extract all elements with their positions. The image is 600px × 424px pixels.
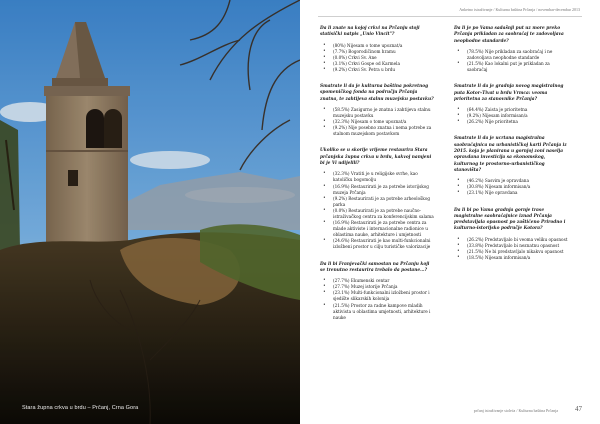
survey-question-block xyxy=(320,262,436,321)
answer-item: • (33.8%) Predstavljalo bi neznatnu opasnost xyxy=(454,243,570,249)
running-footer: prčanj istraživanje stoleća / Kulturna baština Prčanja xyxy=(473,408,558,413)
survey-question-block xyxy=(320,148,436,250)
answer-list xyxy=(454,49,570,73)
answer-item: • (3.1%) Crkvi Gospe od Karmela xyxy=(320,61,436,67)
answer-item: • (78.5%) Nije prikladan za saobraćaj i ne zadovoljava neophodne standarde xyxy=(454,49,570,61)
answer-item: • (58.5%) Zasigurno je znatna i zahtijeva stalnu muzejsku postavku xyxy=(320,107,436,119)
answer-list xyxy=(454,237,570,261)
answer-item: • (16.9%) Restaurirati je za potrebe istorijskog muzeja Prčanja xyxy=(320,184,436,196)
answer-list xyxy=(454,107,570,125)
answer-item: • (18.5%) Nijesam informisan/a xyxy=(454,255,570,261)
text-page xyxy=(300,0,600,424)
answer-item: • (21.5%) Prostor za radne kampove mladih aktivista u oblastima umjetnosti, arhitekture i nauke xyxy=(320,303,436,321)
answer-item: • (32.3%) Nijesam o tome upoznat/a xyxy=(320,119,436,125)
answer-item: • (23.1%) Nije opravdana xyxy=(454,190,570,196)
answer-item: • (27.7%) Muzej istorije Prčanja xyxy=(320,284,436,290)
survey-question: Da li znate na kojoj crkvi na Prčanju stoji statisički natpis „Unio Vincit"? xyxy=(320,26,420,38)
survey-question-block xyxy=(454,26,570,73)
survey-question: Smatrate li da je ucrtana magistralna saobraćajnica na urbanističkoj karti Prčanja iz 2015. koja je planirana u gornjoj zoni naselja opravdana investicija sa ekonomskog, kulturnog te prostorno-urbanističkog stanovišta? xyxy=(454,136,567,173)
survey-question: Da li bi Franjevački samostan na Prčanju koji se trenutno restaurira trebalo da postane...? xyxy=(320,261,430,273)
answer-item: • (21.5%) Kao lokalni put je prikladan za saobraćaj xyxy=(454,61,570,73)
survey-question: Smatrate li da je gradnja novog magistralnog puta Kotor–Tivat u brdu Vrmca: veoma prioritetna za stanovnike Prčanja? xyxy=(454,84,564,102)
survey-question: Ukoliko se u skorije vrijeme restaurira Stara prčanjska župna crkva u brdu, kakvoj namjeni bi je Vi udijelili? xyxy=(320,148,432,167)
answer-item: • (0.0%) Crkvi Sv. Ane xyxy=(320,55,436,61)
answer-item: • (24.6%) Restaurirati je kao multi-funkcionalni izložbeni prostor u cilju turističke valorizacije xyxy=(320,238,436,250)
answer-item: • (23.1%) Multi-funkcionalni izložbeni prostor i sjedište slikarskih kolonija xyxy=(320,290,436,302)
photo-caption: Stara župna crkva u brdu – Prčanj, Crna Gora xyxy=(22,405,139,411)
answer-list xyxy=(454,178,570,196)
survey-question-block xyxy=(320,84,436,137)
answer-item: • (80%) Nijesam o tome upoznat/a xyxy=(320,43,436,49)
answer-item: • (27.7%) Ekumenski centar xyxy=(320,278,436,284)
answer-item: • (26.2%) Predstavljalo bi veoma veliku opasnost xyxy=(454,237,570,243)
survey-question-block xyxy=(454,136,570,196)
answer-item: • (9.2%) Nije posebno znatna i nema potrebe za stalnom muzejskom postavkom xyxy=(320,125,436,137)
survey-question: Da li je po Vama sadašnji put uz more preko Prčanja prikladan za saobraćaj te zadovoljava neophodne standarde? xyxy=(454,26,564,44)
answer-item: • (30.8%) Nijesam informisan/a xyxy=(454,184,570,190)
answer-item: • (0.0%) Restaurirati je za potrebe naučno-istraživačkog centra za konferencijskim salama xyxy=(320,208,436,220)
running-header: Anketno istraživanje / Kulturna baština Prčanja / novembar-decembar 2013 xyxy=(459,7,580,12)
survey-question-block xyxy=(454,208,570,262)
header-divider xyxy=(318,16,582,17)
survey-question: Smatrate li da je kulturna baština pokretnog spomeničkog fonda na području Prčanja znatna, te zahtijeva stalnu muzejsku postavku? xyxy=(320,84,434,102)
page-number: 47 xyxy=(575,405,582,413)
answer-item: • (32.3%) Vratiti je u religijske svrhe, kao katoličku bogomolju xyxy=(320,171,436,183)
survey-question: Da li bi po Vama gradnja gornje trase magistralne saobraćajnice iznad Prčanja predstavljala opasnost po zaštićeno Prirodno i kulturno-istorijsko područje Kotora? xyxy=(454,207,566,232)
answer-item: • (46.2%) Sasvim je opravdana xyxy=(454,178,570,184)
answer-item: • (64.4%) Zaista je prioritetna xyxy=(454,107,570,113)
answer-list xyxy=(320,171,436,250)
answer-item: • (16.9%) Restaurirati je za potrebe centra za mlade aktiviste i internacionalne radionice u oblastima nauke, arhitekture i umjetnosti xyxy=(320,220,436,238)
survey-column-left xyxy=(320,26,436,332)
answer-list xyxy=(320,43,436,73)
survey-question-block xyxy=(320,26,436,73)
answer-item: • (9.2%) Crkvi Sv. Petra u brdu xyxy=(320,67,436,73)
answer-list xyxy=(320,278,436,321)
answer-item: • (26.2%) Nije prioritetna xyxy=(454,119,570,125)
survey-column-right xyxy=(454,26,570,272)
answer-list xyxy=(320,107,436,137)
answer-item: • (9.2%) Restaurirati je za potrebe arheološkog parka xyxy=(320,196,436,208)
survey-question-block xyxy=(454,84,570,125)
answer-item: • (7.7%) Bogorodičinom hramu xyxy=(320,49,436,55)
answer-item: • (9.2%) Nijesam informisan/a xyxy=(454,113,570,119)
answer-item: • (21.5%) Ne bi predstavljalo nikakvu opasnost xyxy=(454,249,570,255)
